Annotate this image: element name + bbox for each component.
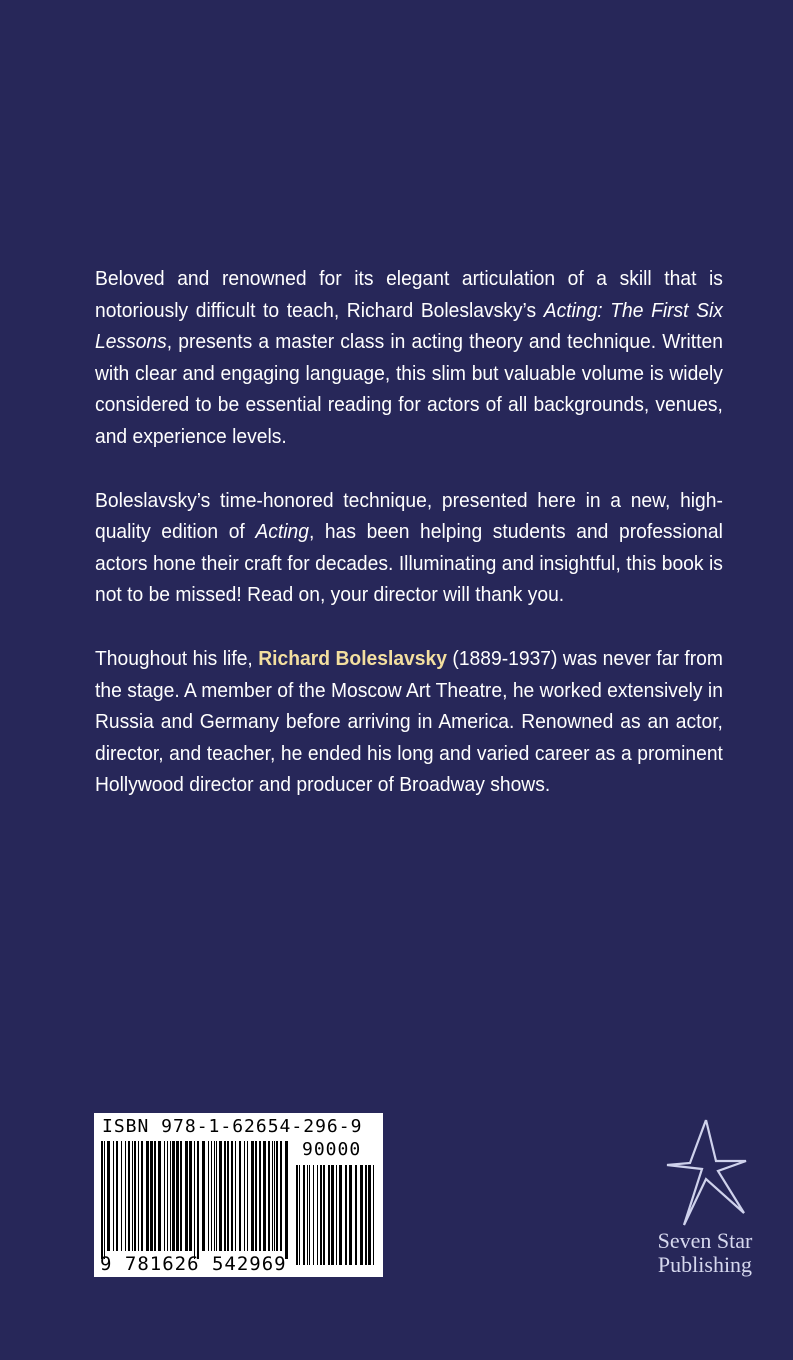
barcode-bar [180,1141,182,1251]
barcode-bar [132,1141,133,1251]
star-icon [662,1117,748,1227]
barcode-bar [176,1141,179,1251]
barcode-bar [216,1141,217,1251]
publisher-logo [630,1117,780,1287]
barcode-bar [345,1165,347,1265]
book-title-short: Acting [255,520,309,544]
barcode-bar [336,1165,337,1265]
barcode-bar [255,1141,257,1251]
barcode-bar [125,1141,126,1251]
blurb-text: Boleslavsky’s time-honored technique, presented here in a new, high-quality edition of [95,488,723,544]
author-bio [95,643,723,801]
barcode-bar [313,1165,314,1265]
barcode-bar [259,1141,261,1251]
barcode-bar [101,1141,103,1259]
barcode-bar [185,1141,188,1251]
barcode-bar [247,1141,248,1251]
barcode-bar [309,1165,310,1265]
barcode-bar [189,1141,192,1251]
barcode-bar [214,1141,215,1251]
barcode-bar [331,1165,334,1265]
barcode-bar [280,1141,282,1251]
barcode-bar [368,1165,371,1265]
barcode-bar [285,1141,288,1259]
barcode-bar [276,1141,278,1251]
barcode-bar [134,1141,136,1251]
barcode-bar [307,1165,308,1265]
isbn-barcode [94,1113,383,1277]
barcode-bar [251,1141,254,1251]
barcode-bar [158,1141,161,1251]
barcode-bar [355,1165,357,1265]
barcode-bar [104,1141,105,1259]
barcode-bar [320,1165,322,1265]
barcode-bar [128,1141,130,1251]
blurb-text: , has been helping students and professional actors hone their craft for decades. Illuminating and insightful, this book is not to be missed! Read on, your director will thank you. [95,520,723,607]
barcode-bar [107,1141,110,1251]
blurb-text: (1889-1937) was never far from the stage. A member of the Moscow Art Theatre, he worked extensively in Russia and Germany before arriving in America. Renowned as an actor, director, and teacher, he ended his long and varied career as a prominent Hollywood director and producer of Broadway shows. [95,646,723,797]
barcode-bar [170,1141,171,1251]
barcode-bar [172,1141,175,1251]
barcode-bar [211,1141,212,1251]
barcode-bar [244,1141,245,1251]
addon-barcode-bars [295,1165,377,1273]
barcode-bar [303,1165,305,1265]
blurb-paragraph-1 [95,263,723,453]
barcode-bar [154,1141,156,1251]
barcode-bar [231,1141,233,1251]
author-name: Richard Boleslavsky [258,646,447,670]
barcode-bar [224,1141,226,1251]
barcode-bar [317,1165,318,1265]
publisher-line-2: Publishing [657,1252,753,1277]
barcode-bar [227,1141,229,1251]
blurb-text: , presents a master class in acting theory and technique. Written with clear and engaging language, this slim but valuable volume is widely considered to be essential reading for actors of all backgrounds, venues, and experience levels. [95,330,723,448]
barcode-bar [268,1141,270,1251]
barcode-bar [197,1141,199,1259]
barcode-bar [272,1141,273,1251]
barcode-digits: 9 781626 542969 [100,1253,287,1275]
barcode-bar [339,1165,342,1265]
barcode-bar [239,1141,241,1251]
barcode-bar [150,1141,153,1251]
addon-digits: 90000 [302,1139,362,1160]
barcode-bar [323,1165,325,1265]
barcode-bar [274,1141,275,1251]
barcode-bar [263,1141,266,1251]
barcode-bar [164,1141,165,1251]
barcode-bar [138,1141,139,1251]
barcode-bar [121,1141,122,1251]
barcode-bar [146,1141,149,1251]
book-title: Acting: The First Six Lessons [95,298,723,354]
barcode-bar [235,1141,236,1251]
barcode-bar [113,1141,114,1251]
barcode-bar [208,1141,209,1251]
barcode-bar [365,1165,367,1265]
back-cover-blurb [95,263,723,833]
barcode-bar [373,1165,374,1265]
barcode-bar [167,1141,168,1251]
publisher-line-1: Seven Star [657,1228,753,1253]
barcode-bar [349,1165,352,1265]
barcode-bar [328,1165,330,1265]
barcode-bar [219,1141,222,1251]
publisher-name [630,1229,780,1277]
barcode-bar [299,1165,300,1265]
blurb-text: Beloved and renowned for its elegant articulation of a skill that is notoriously difficult to teach, Richard Boleslavsky’s [95,267,723,322]
barcode-bar [116,1141,118,1251]
barcode-bars [100,1141,290,1259]
barcode-bar [202,1141,205,1251]
barcode-bar [296,1165,298,1265]
barcode-bar [194,1141,195,1259]
barcode-bar [360,1165,363,1265]
isbn-label: ISBN 978-1-62654-296-9 [102,1116,363,1137]
blurb-text: Thoughout his life, [95,646,259,670]
barcode-bar [141,1141,143,1251]
blurb-paragraph-2 [95,485,723,611]
